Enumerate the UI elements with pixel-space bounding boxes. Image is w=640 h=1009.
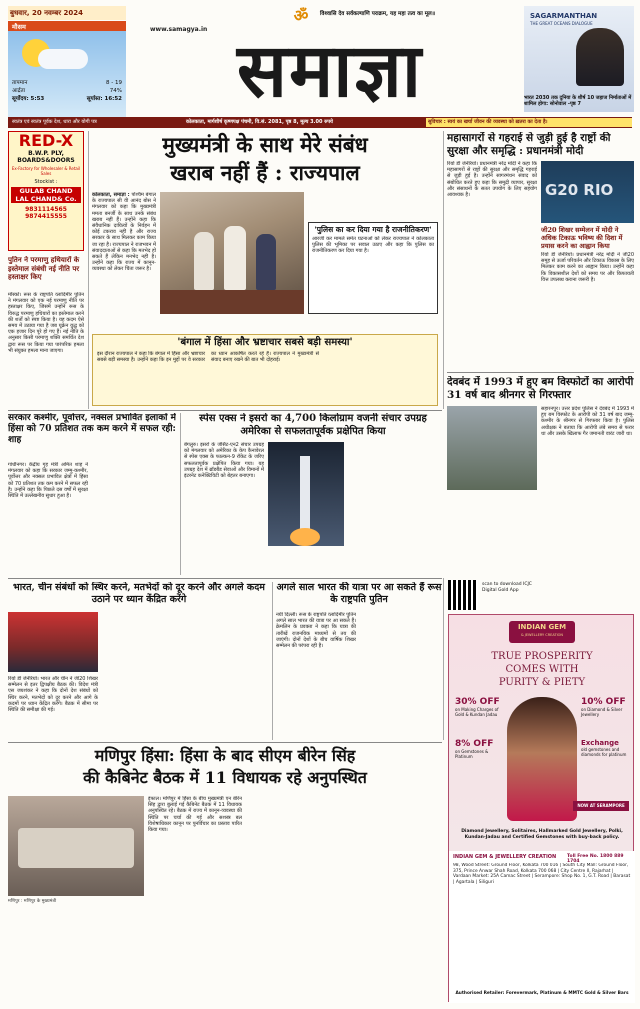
lead-body-col1 xyxy=(92,192,156,332)
gem-tagline2: COMES WITH xyxy=(505,664,579,675)
china-body-col3 xyxy=(186,612,268,738)
lead-box xyxy=(92,334,438,406)
shah-body-cont xyxy=(92,462,176,574)
gem-offer3-text: on Gemstones & Platinum xyxy=(455,749,489,759)
redx-line1: B.W.P. PLY, xyxy=(28,150,64,157)
gem-offer4-title: Exchange xyxy=(581,739,619,747)
china-body-col2 xyxy=(102,612,182,738)
manipur-body-col3 xyxy=(344,796,442,1002)
flame-icon xyxy=(290,528,320,546)
isro-body-cont xyxy=(348,442,442,574)
sagar-caption-page: -पृष्ठ 7 xyxy=(567,101,581,107)
strap-line: स्वतंत्र एवं स्वतंत्र पूर्वक देश, धारा और योगी पत्र xyxy=(12,119,97,125)
gem-offer4-text: old gemstones and diamonds for platinum xyxy=(581,747,627,757)
isro-headline: स्पेस एक्स ने इसरो का 4,700 किलोग्राम वजनी संचार उपग्रह अमेरिका से सफलतापूर्वक प्रक्षेपित किया xyxy=(199,413,427,437)
lead-dateline: कोलकाता, समाज्ञा : xyxy=(92,192,130,198)
gem-addresses: 98, Wood Street: Ground Floor, Kolkata 700 016 | South City Mall: Ground Floor, 375, Prince Anwar Shah Road, Kolkata 700 068 | City Centre II, Rajarhat | Vardaan Market: 25A Camac Street | Serampore: Shop No. 1, G.T. Road | Barasat | Agartala | Siliguri xyxy=(453,863,631,885)
redx-line2: BOARDS&DOORS xyxy=(17,157,75,164)
shah-body: गांधीनगर। केंद्रीय गृह मंत्री अमित शाह ने मंगलवार को कहा कि सरकार जम्मू-कश्मीर, पूर्वोत्तर और नक्सल प्रभावित क्षेत्रों में हिंसा को 70 प्रतिशत तक कम करने में सफल रही है। उन्होंने कहा कि पिछले दस वर्षों में सुरक्षा स्थिति में उल्लेखनीय सुधार हुआ है। xyxy=(8,462,88,500)
manipur-body-col2 xyxy=(246,796,340,1002)
modi-subhead: जी20 शिखर सम्मेलन में मोदी ने अधिक टिकाऊ भविष्य की दिशा में प्रयास करने का आह्वान किया xyxy=(541,226,623,250)
putin-headline: अगले साल भारत की यात्रा पर आ सकते हैं रूस के राष्ट्रपति पुतिन xyxy=(276,582,442,605)
redx-note: Ex-Factory for Wholesaler & Retail Sales xyxy=(11,166,81,176)
redx-dealer1: GULAB CHAND xyxy=(11,187,81,195)
lead-sidebar-body: आरजी कर मामले समेत घटनाओं को लेकर राज्यपाल ने कोलकाता पुलिस की भूमिका पर सवाल उठाए और कहा कि पुलिस का राजनीतिकरण कर दिया गया है। xyxy=(312,236,434,255)
redx-phone2: 9874415555 xyxy=(25,213,67,220)
model-photo xyxy=(507,697,577,821)
humidity-label: आर्द्रता xyxy=(12,88,26,94)
sunset: सूर्यास्त: 16:52 xyxy=(86,96,122,102)
qr-code[interactable] xyxy=(448,580,478,610)
sagar-caption-text: भारत 2030 तक दुनिया के शीर्ष 10 जहाज निर्माताओं में शामिल होगा: सोनोवाल xyxy=(524,95,632,107)
gem-tagline3: PURITY & PIETY xyxy=(498,677,586,688)
lead-headline-1: मुख्यमंत्री के साथ मेरे संबंध xyxy=(162,132,368,157)
weather-title-bar xyxy=(8,21,126,31)
gem-offer-2 xyxy=(581,697,631,717)
shah-headline: सरकार कश्मीर, पूर्वोत्तर, नक्सल प्रभावित इलाकों में हिंसा को 70 प्रतिशत तक कम करने में सफल रही: शाह xyxy=(8,413,176,445)
temp-label: तापमान xyxy=(12,80,28,86)
gem-tagline1: TRUE PROSPERITY xyxy=(491,651,593,662)
putin-body-cont xyxy=(360,612,442,738)
manipur-body-col0 xyxy=(8,908,144,1002)
person-centre xyxy=(224,226,246,290)
lead-photo xyxy=(160,192,304,314)
thought-box xyxy=(426,118,632,127)
weather-data xyxy=(12,79,122,103)
gem-offer-4 xyxy=(581,739,631,757)
person-left xyxy=(194,232,214,290)
manipur-body: इंफाल। मणिपुर में हिंसा के बीच मुख्यमंत्री एन बीरेन सिंह द्वारा बुलाई गई कैबिनेट बैठक में 11 विधायक अनुपस्थित रहे। बैठक में राज्य में कानून-व्यवस्था की स्थिति पर चर्चा की गई और सशस्त्र बल विशेषाधिकार कानून पर पुनर्विचार का प्रस्ताव पारित किया गया। xyxy=(148,796,242,834)
g20-photo-text: G20 RIO xyxy=(545,181,614,199)
modi-sub-body: रियो डी जेनेरियो। प्रधानमंत्री नरेंद्र मोदी ने जी20 समूह से ऊर्जा परिवर्तन और टिकाऊ विकास के लिए मिलकर काम करने का आह्वान किया। उन्होंने कहा कि विकासशील देशों को समय पर और किफायती वित्त उपलब्ध कराना जरूरी है। xyxy=(541,252,634,283)
gem-cta: NOW AT SERAMPORE xyxy=(573,801,629,811)
lead-box-body: इस दौरान राज्यपाल ने कहा कि बंगाल में हिंसा और भ्रष्टाचार सबसे बड़ी समस्या है। उन्होंने कहा कि इन मुद्दों पर वे सरकार का ध्यान आकर्षित करते रहे हैं। राज्यपाल ने मुख्यमंत्री से संवाद बनाए रखने की बात भी दोहराई। xyxy=(97,351,319,364)
redx-brand: RED-X xyxy=(18,131,74,150)
gem-toll-free: Toll Free No. 1800 889 1704 xyxy=(567,854,624,864)
gem-desc: Diamond Jewellery, Solitaires, Hallmarked Gold Jewellery, Polki, Kundan-Jadau and Certified Gemstones with buy-back policy. xyxy=(461,829,623,840)
logo-text: समाज्ञा xyxy=(236,30,424,112)
lead-headline-2: खराब नहीं हैं : राज्यपाल xyxy=(170,160,360,185)
gem-offer1-value: 30% OFF xyxy=(455,697,500,707)
issue-strip xyxy=(8,117,632,128)
thought-label: सुविचार : xyxy=(428,119,446,125)
redx-dealer2: LAL CHAND& Co. xyxy=(11,195,81,203)
thought-text: स्वयं का खर्चा जीवन की व्यवस्था को ख़तरा का देता है। xyxy=(447,119,548,125)
website-url: www.samagya.in xyxy=(150,26,208,33)
manipur-headline-1: मणिपुर हिंसा: हिंसा के बाद सीएम बीरेन सिंह xyxy=(94,746,356,765)
issue-line: कोलकाता, मार्गशीर्ष कृष्णपक्ष पंचमी, वि.सं. 2081, पृष्ठ 8, मूल्य 3.00 रुपये xyxy=(186,119,333,125)
redx-stockist: Stockist : xyxy=(34,179,58,185)
china-photo xyxy=(8,612,98,672)
gem-offer1-text: on Making Charges of Gold & Kundan Jadau xyxy=(455,707,499,717)
cloud-icon xyxy=(38,49,88,69)
sagar-sub: THE GREAT OCEANS DIALOGUE xyxy=(530,21,593,26)
person-right xyxy=(256,234,276,290)
gem-offer2-text: on Diamond & Silver Jewellery xyxy=(581,707,623,717)
deoband-photo xyxy=(447,406,537,490)
manipur-caption: मणिपुर : मणिपुर के मुख्यमंत्री xyxy=(8,899,56,904)
sagar-caption xyxy=(524,95,636,107)
left-story-body: मॉस्को। रूस के राष्ट्रपति व्लादिमीर पुतिन ने मंगलवार को एक नई परमाणु नीति पर हस्ताक्षर किए, जिसमें उन्होंने रूस के विरुद्ध परमाणु हथियारों का इस्तेमाल करने की शर्तों को स्पष्ट किया है। यह कदम ऐसे समय में उठाया गया है जब यूक्रेन युद्ध को एक हजार दिन पूरे हो गए हैं। नई नीति के अनुसार किसी परमाणु शक्ति समर्थित देश द्वारा रूस पर किया गया पारंपरिक हमला भी संयुक्त हमला माना जाएगा। xyxy=(8,292,84,354)
manipur-headline-2: की कैबिनेट बैठक में 11 विधायक रहे अनुपस्थित xyxy=(83,768,367,787)
redx-phone1: 9831114565 xyxy=(25,206,67,213)
gem-offer2-value: 10% OFF xyxy=(581,697,626,707)
lead-box-title: 'बंगाल में हिंसा और भ्रष्टाचार सबसे बड़ी समस्या' xyxy=(177,337,353,348)
lead-body: पश्चिम बंगाल के राज्यपाल सी वी आनंद बोस ने मंगलवार को कहा कि मुख्यमंत्री ममता बनर्जी के साथ उनके संबंध खराब नहीं हैं। उन्होंने कहा कि संवैधानिक दायित्वों के निर्वहन में कोई टकराव नहीं है और राज्य सरकार के साथ मिलकर काम किया जा रहा है। राज्यपाल ने राजभवन में संवाददाताओं से कहा कि मतभेद हो सकते हैं लेकिन मनभेद नहीं है। उन्होंने कहा कि राज्य में कानून-व्यवस्था को लेकर चिंता जरूर है। xyxy=(92,192,156,273)
gem-offer3-value: 8% OFF xyxy=(455,739,494,749)
gem-brand-sub: & JEWELLERY CREATION xyxy=(520,633,564,637)
minister-photo xyxy=(576,28,624,86)
weather-panel xyxy=(8,31,126,117)
slogan: विश्वासि देव सर्वकल्याणि पराक्रम, यह महा तत्व का मूल॥ xyxy=(320,11,436,17)
putin-body: नयी दिल्ली। रूस के राष्ट्रपति व्लादिमीर पुतिन अगले साल भारत की यात्रा पर आ सकते हैं। क्रेमलिन के प्रवक्ता ने कहा कि यात्रा की तारीखें राजनयिक माध्यमों से तय की जाएंगी। दोनों देशों के बीच वार्षिक शिखर सम्मेलन की परंपरा रही है। xyxy=(276,612,356,650)
temp-value: 8 - 19 xyxy=(106,80,122,86)
date-line: बुधवार, 20 नवम्बर 2024 xyxy=(10,9,83,17)
humidity-value: 74% xyxy=(109,88,122,94)
modi-photo xyxy=(541,161,634,223)
gem-offer-1 xyxy=(455,697,503,717)
china-headline: भारत, चीन संबंधों को स्थिर करने, मतभेदों को दूर करने और अगले कदम उठाने पर ध्यान केंद्रित करेंगे xyxy=(13,582,265,605)
modi-headline: महासागरों से गहराई से जुड़ी हुई है राष्ट्रों की सुरक्षा और समृद्धि : प्रधानमंत्री मोदी xyxy=(447,132,611,157)
left-story-headline: पुतिन ने परमाणु हथियारों के इस्तेमाल संबंधी नई नीति पर हस्ताक्षर किए xyxy=(8,256,80,281)
lead-sidebar-box xyxy=(308,222,438,314)
om-symbol: ॐ xyxy=(293,6,309,25)
gem-footer xyxy=(449,851,635,1003)
indian-gem-ad xyxy=(448,614,634,1002)
logo xyxy=(140,30,520,112)
modi-body: रियो डी जेनेरियो। प्रधानमंत्री नरेंद्र मोदी ने कहा कि महासागरों से राष्ट्रों की सुरक्षा और समृद्धि गहराई से जुड़ी हुई है। उन्होंने सागरमंथन संवाद को संबोधित करते हुए कहा कि समुद्री व्यापार, सुरक्षा और संसाधनों के सतत उपयोग के लिए सहयोग आवश्यक है। xyxy=(447,161,537,199)
lead-sidebar-title: 'पुलिस का कर दिया गया है राजनीतिकरण' xyxy=(314,225,432,234)
qr-label: scan to download ICJC Digital Gold App xyxy=(482,582,532,593)
meeting-table xyxy=(18,828,134,868)
sunrise: सूर्योदय: 5:53 xyxy=(12,96,45,102)
date-strip xyxy=(8,6,126,20)
rocket-icon xyxy=(300,456,310,530)
gem-authorised: Authorised Retailer: Forevermark, Platinum & MMTC Gold & Silver Bars xyxy=(455,991,629,996)
sagar-title: SAGARMANTHAN xyxy=(530,12,598,20)
weather-title: मौसम xyxy=(12,23,26,31)
isro-body: बेंगलुरु। इसरो के जीसैट-एन2 संचार उपग्रह को मंगलवार को अमेरिका के केप कैनावेरल से स्पेस एक्स के फाल्कन-9 रॉकेट के जरिए सफलतापूर्वक प्रक्षेपित किया गया। यह उपग्रह देश में ब्रॉडबैंड सेवाओं और विमानों में इंटरनेट कनेक्टिविटी को बेहतर बनाएगा। xyxy=(184,442,264,480)
modi-body-cont xyxy=(447,304,537,370)
deoband-body: सहारनपुर। उत्तर प्रदेश पुलिस ने देवबंद में 1993 में हुए बम विस्फोट के आरोपी को 31 वर्ष बाद जम्मू-कश्मीर के श्रीनगर से गिरफ्तार किया है। पुलिस अधीक्षक ने बताया कि आरोपी लंबे समय से फरार था और उसके खिलाफ गैर जमानती वारंट जारी था। xyxy=(541,406,634,437)
redx-ad xyxy=(8,131,84,251)
gem-footer-title: INDIAN GEM & JEWELLERY CREATION xyxy=(453,854,557,860)
manipur-photo xyxy=(8,796,144,896)
gem-brand: INDIAN GEM xyxy=(517,623,567,631)
china-body: रियो डी जेनेरियो। भारत और चीन ने जी20 शिखर सम्मेलन से इतर द्विपक्षीय बैठक की। विदेश मंत्री एस जयशंकर ने कहा कि दोनों देश संबंधों को स्थिर करने, मतभेदों को दूर करने और आगे के कदमों पर ध्यान केंद्रित करेंगे। बैठक में सीमा पर स्थिति की समीक्षा की गई। xyxy=(8,676,98,714)
isro-photo xyxy=(268,442,344,546)
carpet xyxy=(160,290,304,314)
deoband-headline: देवबंद में 1993 में हुए बम विस्फोटों का आरोपी 31 वर्ष बाद श्रीनगर से गिरफ्तार xyxy=(447,376,634,401)
deoband-body-cont xyxy=(447,494,537,574)
gem-offer-3 xyxy=(455,739,503,759)
